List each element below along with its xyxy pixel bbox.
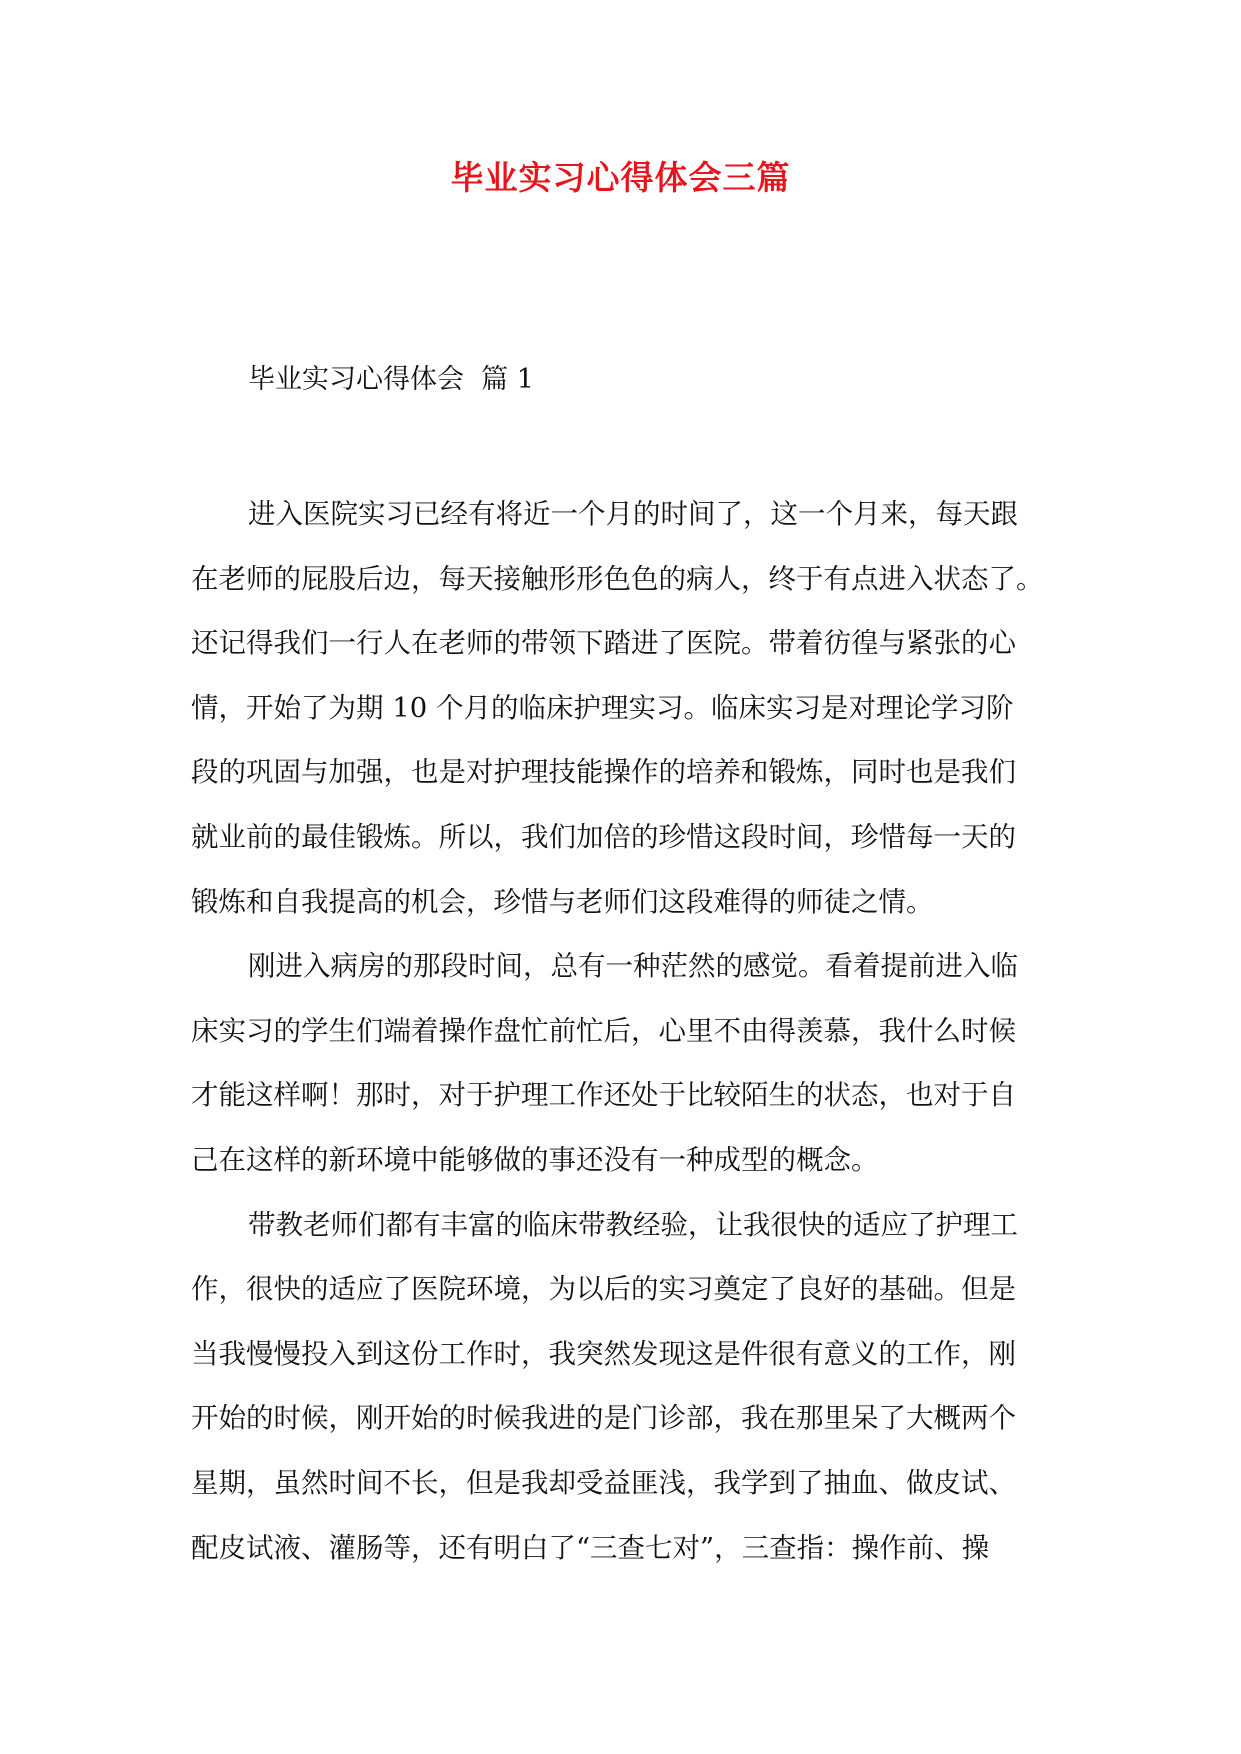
body-text-line: 开始的时候，刚开始的时候我进的是门诊部，我在那里呆了大概两个 <box>191 1402 1016 1435</box>
body-text-line: 锻炼和自我提高的机会，珍惜与老师们这段难得的师徒之情。 <box>191 885 934 918</box>
body-text-line: 就业前的最佳锻炼。所以，我们加倍的珍惜这段时间，珍惜每一天的 <box>191 820 1016 853</box>
document-body <box>191 482 1051 1580</box>
body-text-line: 作，很快的适应了医院环境，为以后的实习奠定了良好的基础。但是 <box>191 1273 1016 1306</box>
body-text-line: 情，开始了为期 10 个月的临床护理实习。临床实习是对理论学习阶 <box>191 691 1014 724</box>
section-heading: 毕业实习心得体会 篇 1 <box>248 364 534 395</box>
body-text-line: 当我慢慢投入到这份工作时，我突然发现这是件很有意义的工作，刚 <box>191 1337 1016 1370</box>
body-text-line: 床实习的学生们端着操作盘忙前忙后，心里不由得羡慕，我什么时候 <box>191 1014 1016 1047</box>
document-title: 毕业实习心得体会三篇 <box>450 158 791 197</box>
body-text-line: 己在这样的新环境中能够做的事还没有一种成型的概念。 <box>191 1143 879 1176</box>
body-text-line: 刚进入病房的那段时间，总有一种茫然的感觉。看着提前进入临 <box>248 950 1018 983</box>
body-text-line: 配皮试液、灌肠等，还有明白了“三查七对”，三查指：操作前、操 <box>191 1531 990 1564</box>
body-text-line: 星期，虽然时间不长，但是我却受益匪浅，我学到了抽血、做皮试、 <box>191 1466 1016 1499</box>
body-text-line: 还记得我们一行人在老师的带领下踏进了医院。带着彷徨与紧张的心 <box>191 627 1016 660</box>
body-text-line: 在老师的屁股后边，每天接触形形色色的病人，终于有点进入状态了。 <box>191 562 1044 595</box>
body-text-line: 带教老师们都有丰富的临床带教经验，让我很快的适应了护理工 <box>248 1208 1018 1241</box>
body-text-line: 才能这样啊！那时，对于护理工作还处于比较陌生的状态，也对于自 <box>191 1079 1016 1112</box>
body-text-line: 进入医院实习已经有将近一个月的时间了，这一个月来，每天跟 <box>248 498 1018 530</box>
body-text-line: 段的巩固与加强，也是对护理技能操作的培养和锻炼，同时也是我们 <box>191 756 1016 789</box>
